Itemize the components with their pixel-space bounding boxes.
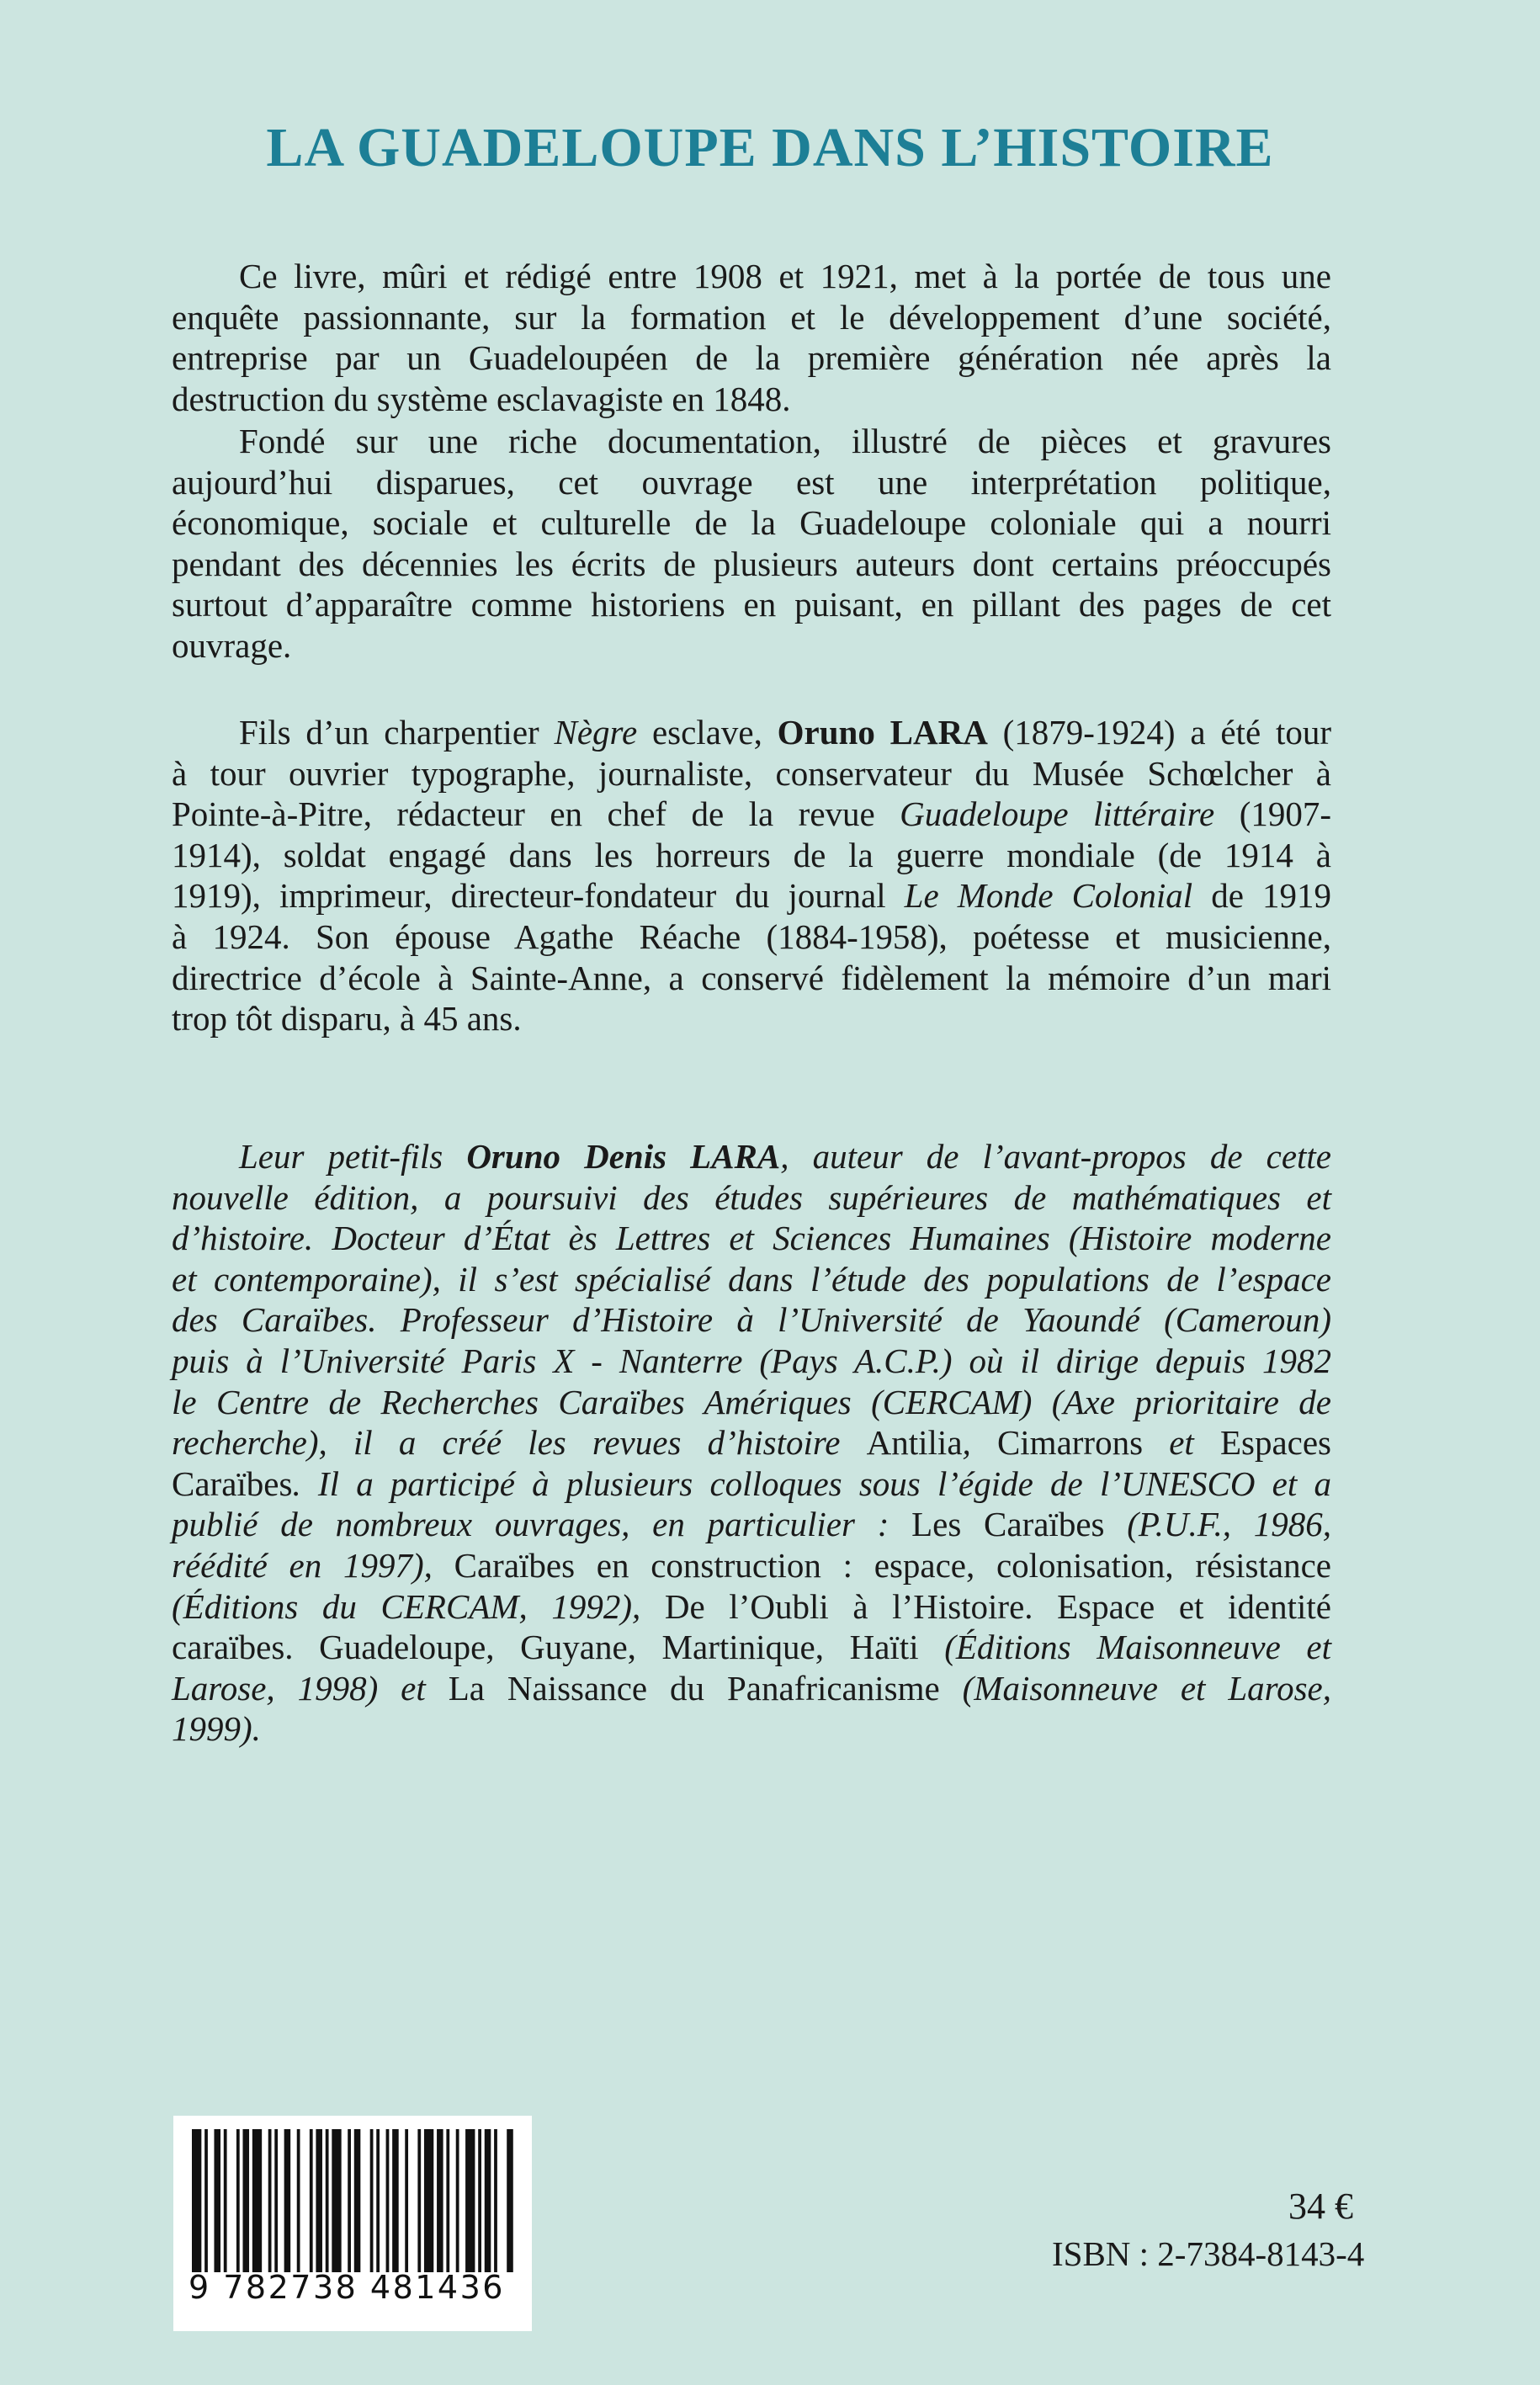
barcode-bar [437, 2129, 443, 2272]
grandson-name: Oruno Denis LARA [466, 1137, 781, 1176]
barcode-digits: 9 782738 481436 [189, 2269, 505, 2306]
paragraph-description [172, 421, 1331, 667]
text-line: publié de nombreux ouvrages, en particulier : Les Caraïbes (P.U.F., 1986, [172, 1505, 1331, 1544]
text-line: directrice d’école à Sainte-Anne, a conservé fidèlement la mémoire d’un mari [172, 958, 1331, 997]
barcode-bar [485, 2129, 491, 2272]
barcode-bar [204, 2129, 208, 2272]
text-line: des Caraïbes. Professeur d’Histoire à l’Université de Yaoundé (Cameroun) [172, 1300, 1331, 1340]
barcode-bar [274, 2129, 278, 2272]
barcode-bar [417, 2129, 421, 2272]
text-line: 1999). [172, 1709, 261, 1749]
text-line: 1919), imprimeur, directeur-fondateur du journal Le Monde Colonial de 1919 [172, 876, 1332, 916]
barcode-bar [297, 2129, 300, 2272]
barcode-bar [310, 2129, 313, 2272]
text-line: ouvrage. [172, 625, 292, 665]
barcode-bar [376, 2129, 380, 2272]
paragraph-intro [172, 256, 1331, 419]
barcode-bar [268, 2129, 272, 2272]
barcode-bar [316, 2129, 322, 2272]
barcode-bar [242, 2129, 249, 2272]
barcode-bar [348, 2129, 351, 2272]
barcode-bar [284, 2129, 291, 2272]
barcode-bar [494, 2129, 497, 2272]
text-line: Leur petit-fils Oruno Denis LARA, auteur de l’avant-propos de cette [239, 1137, 1332, 1176]
text-line: puis à l’Université Paris X - Nanterre (Pays A.C.P.) où il dirige depuis 1982 [172, 1341, 1331, 1380]
barcode-bar [456, 2129, 459, 2272]
text-line: pendant des décennies les écrits de plusieurs auteurs dont certains préoccupés [172, 544, 1331, 583]
text-line: Larose, 1998) et La Naissance du Panafricanisme (Maisonneuve et Larose, [172, 1668, 1331, 1708]
text-line: recherche), il a créé les revues d’histoire Antilia, Cimarrons et Espaces [172, 1423, 1331, 1463]
barcode-bar [214, 2129, 220, 2272]
barcode-bar [478, 2129, 481, 2272]
author-name: Oruno LARA [777, 713, 988, 752]
barcode-bar [465, 2129, 475, 2272]
barcode-bars [190, 2129, 517, 2272]
text-line: trop tôt disparu, à 45 ans. [172, 999, 522, 1038]
text-line: (Éditions du CERCAM, 1992), De l’Oubli à l’Histoire. Espace et identité [172, 1586, 1331, 1626]
text-line: Ce livre, mûri et rédigé entre 1908 et 1921, met à la portée de tous une [239, 257, 1331, 295]
barcode-bar [386, 2129, 390, 2272]
text-line: surtout d’apparaître comme historiens en puisant, en pillant des pages de cet [172, 585, 1331, 624]
barcode-bar [446, 2129, 449, 2272]
text-line: entreprise par un Guadeloupéen de la première génération née après la [172, 338, 1331, 378]
isbn-label: ISBN : 2-7384-8143-4 [1052, 2234, 1365, 2273]
text-line: Caraïbes. Il a participé à plusieurs colloques sous l’égide de l’UNESCO et a [172, 1463, 1331, 1503]
text-line: le Centre de Recherches Caraïbes Amériques (CERCAM) (Axe prioritaire de [172, 1382, 1331, 1421]
barcode-bar [252, 2129, 262, 2272]
barcode-bar [392, 2129, 399, 2272]
text-line: Fondé sur une riche documentation, illustré de pièces et gravures [239, 422, 1331, 460]
barcode-bar [192, 2129, 201, 2272]
text-line: économique, sociale et culturelle de la Guadeloupe coloniale qui a nourri [172, 503, 1331, 543]
barcode-bar [332, 2129, 341, 2272]
text-line: aujourd’hui disparues, cet ouvrage est une interprétation politique, [172, 462, 1331, 502]
barcode-bar [405, 2129, 408, 2272]
text-line: caraïbes. Guadeloupe, Guyane, Martinique, Haïti (Éditions Maisonneuve et [172, 1628, 1332, 1667]
barcode-bar [326, 2129, 329, 2272]
text-line: à 1924. Son épouse Agathe Réache (1884-1958), poétesse et musicienne, [172, 916, 1331, 956]
text-line: d’histoire. Docteur d’État ès Lettres et Sciences Humaines (Histoire moderne [172, 1219, 1331, 1258]
barcode-bar [424, 2129, 433, 2272]
text-line: réédité en 1997), Caraïbes en construction : espace, colonisation, résistance [172, 1545, 1331, 1585]
barcode-bar [507, 2129, 513, 2272]
paragraph-author-bio [172, 712, 1332, 1039]
text-line: et contemporaine), il s’est spécialisé dans l’étude des populations de l’espace [172, 1259, 1331, 1299]
barcode-bar [370, 2129, 374, 2272]
barcode-bar [224, 2129, 227, 2272]
text-line: nouvelle édition, a poursuivi des études supérieures de mathématiques et [172, 1177, 1331, 1217]
cover-title: LA GUADELOUPE DANS L’HISTOIRE [266, 117, 1274, 178]
text-line: Fils d’un charpentier Nègre esclave, Oruno LARA (1879-1924) a été tour [239, 713, 1331, 752]
text-line: Pointe-à-Pitre, rédacteur en chef de la revue Guadeloupe littéraire (1907- [172, 794, 1332, 834]
text-line: destruction du système esclavagiste en 1848. [172, 379, 791, 418]
barcode-bar [236, 2129, 240, 2272]
text-line: à tour ouvrier typographe, journaliste, conservateur du Musée Schœlcher à [172, 753, 1331, 793]
price-label: 34 € [1288, 2186, 1353, 2227]
barcode-bar [354, 2129, 361, 2272]
text-line: enquête passionnante, sur la formation et le développement d’une société, [172, 297, 1331, 337]
paragraph-grandson-bio [172, 1136, 1332, 1750]
isbn-barcode [173, 2116, 532, 2331]
text-line: 1914), soldat engagé dans les horreurs de la guerre mondiale (de 1914 à [172, 835, 1331, 874]
